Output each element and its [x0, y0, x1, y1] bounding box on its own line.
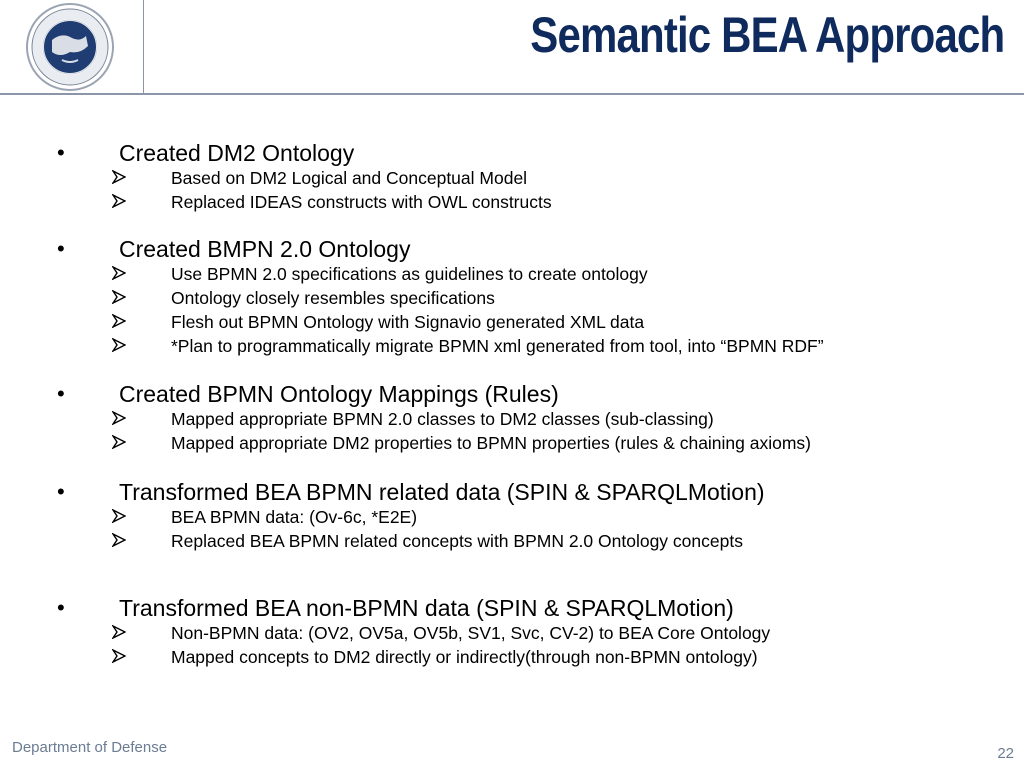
arrow-bullet-icon — [112, 290, 126, 304]
list-item — [0, 192, 1024, 216]
list-item — [0, 288, 1024, 312]
list-item — [0, 647, 1024, 671]
list-item-text: Replaced IDEAS constructs with OWL constructs — [171, 192, 552, 212]
list-item-text: Mapped appropriate DM2 properties to BPMN properties (rules & chaining axioms) — [171, 433, 812, 453]
logo-container — [0, 0, 144, 94]
section-heading: Transformed BEA BPMN related data (SPIN & SPARQLMotion) — [119, 479, 765, 505]
dod-seal-icon — [22, 2, 118, 92]
list-item — [0, 264, 1024, 288]
list-item — [0, 312, 1024, 336]
page-number: 22 — [997, 745, 1014, 762]
arrow-bullet-icon — [112, 625, 126, 639]
list-item-text: Flesh out BPMN Ontology with Signavio generated XML data — [171, 312, 645, 332]
section-heading-row — [0, 595, 1024, 623]
list-item-text: Non-BPMN data: (OV2, OV5a, OV5b, SV1, Svc, CV-2) to BEA Core Ontology — [171, 623, 771, 643]
list-item-text: Use BPMN 2.0 specifications as guidelines to create ontology — [171, 264, 648, 284]
bullet-dot-icon: • — [57, 595, 65, 620]
bullet-dot-icon: • — [57, 140, 65, 165]
footer-organization: Department of Defense — [12, 739, 168, 756]
arrow-bullet-icon — [112, 170, 126, 184]
bullet-dot-icon: • — [57, 479, 65, 504]
list-item — [0, 623, 1024, 647]
arrow-bullet-icon — [112, 266, 126, 280]
section-heading-row — [0, 381, 1024, 409]
list-item — [0, 168, 1024, 192]
list-item-text: BEA BPMN data: (Ov-6c, *E2E) — [171, 507, 418, 527]
list-item — [0, 507, 1024, 531]
list-item-text: Mapped appropriate BPMN 2.0 classes to DM2 classes (sub-classing) — [171, 409, 714, 429]
list-item-text: *Plan to programmatically migrate BPMN xml generated from tool, into “BPMN RDF” — [171, 336, 824, 356]
arrow-bullet-icon — [112, 194, 126, 208]
section-heading: Created BMPN 2.0 Ontology — [119, 236, 411, 262]
section-dm2-ontology — [0, 140, 1024, 216]
arrow-bullet-icon — [112, 314, 126, 328]
section-heading-row — [0, 140, 1024, 168]
section-heading: Transformed BEA non-BPMN data (SPIN & SPARQLMotion) — [119, 595, 734, 621]
section-heading-row — [0, 479, 1024, 507]
list-item-text: Replaced BEA BPMN related concepts with BPMN 2.0 Ontology concepts — [171, 531, 743, 551]
arrow-bullet-icon — [112, 649, 126, 663]
arrow-bullet-icon — [112, 435, 126, 449]
section-heading: Created DM2 Ontology — [119, 140, 355, 166]
page-title: Semantic BEA Approach — [529, 7, 1004, 63]
arrow-bullet-icon — [112, 533, 126, 547]
header-divider — [0, 93, 1024, 95]
list-item-text: Based on DM2 Logical and Conceptual Model — [171, 168, 528, 188]
bullet-dot-icon: • — [57, 381, 65, 406]
list-item-text: Ontology closely resembles specifications — [171, 288, 495, 308]
section-heading: Created BPMN Ontology Mappings (Rules) — [119, 381, 559, 407]
list-item — [0, 433, 1024, 457]
bullet-dot-icon: • — [57, 236, 65, 261]
list-item — [0, 409, 1024, 433]
list-item-text: Mapped concepts to DM2 directly or indirectly(through non-BPMN ontology) — [171, 647, 758, 667]
arrow-bullet-icon — [112, 411, 126, 425]
section-heading-row — [0, 236, 1024, 264]
section-bea-non-bpmn-data — [0, 595, 1024, 671]
arrow-bullet-icon — [112, 338, 126, 352]
arrow-bullet-icon — [112, 509, 126, 523]
list-item — [0, 336, 1024, 360]
list-item — [0, 531, 1024, 555]
section-bpmn-ontology — [0, 236, 1024, 360]
section-bpmn-mappings — [0, 381, 1024, 457]
section-bea-bpmn-data — [0, 479, 1024, 555]
